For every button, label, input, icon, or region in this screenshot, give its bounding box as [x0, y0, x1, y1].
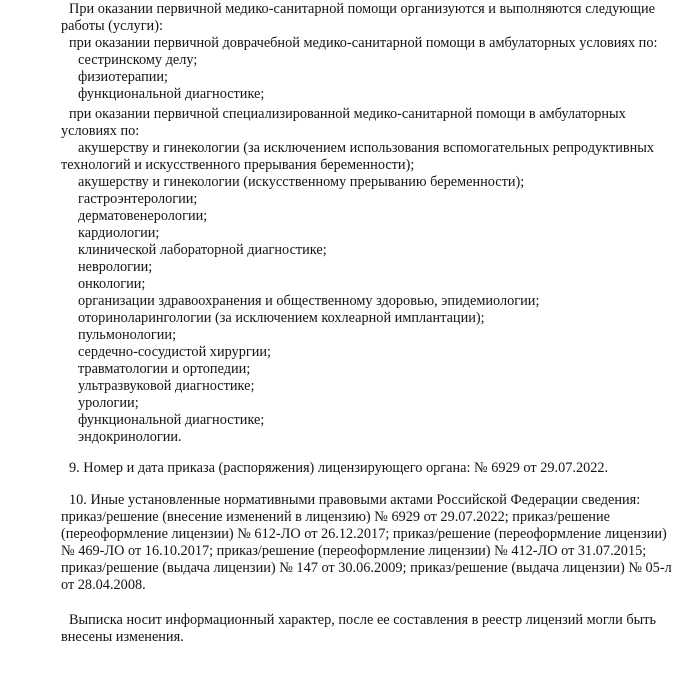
service-list-item: эндокринологии.: [78, 429, 182, 445]
specialized-services-list: [61, 140, 682, 446]
service-list-item: неврологии;: [78, 259, 153, 275]
service-list-item: физиотерапии;: [78, 69, 168, 85]
service-list-item: онкологии;: [78, 276, 146, 292]
service-list-item: гастроэнтерологии;: [78, 191, 198, 207]
license-extract-page: [61, 1, 682, 646]
clause-10-paragraph: 10. Иные установленные нормативными правовыми актами Российской Федерации сведения: приказ/решение (внесение изменений в лицензию) № 6929 от 29.07.2022; приказ/решение (переоформление лицензии) № 612-ЛО от 26.12.2017; приказ/решение (переоформление лицензии) № 469-ЛО от 16.10.2017; приказ/решение (переоформление лицензии) № 412-ЛО от 31.07.2015; приказ/решение (выдача лицензии) № 147 от 30.06.2009; приказ/решение (выдача лицензии) № 05-л от 28.04.2008.: [61, 492, 672, 593]
specialized-heading: при оказании первичной специализированной медико-санитарной помощи в амбулаторных условиях по:: [61, 106, 626, 139]
service-list-item: травматологии и ортопедии;: [78, 361, 251, 377]
service-list-item: функциональной диагностике;: [78, 412, 265, 428]
service-list-item: сердечно-сосудистой хирургии;: [78, 344, 271, 360]
service-list-item: пульмонологии;: [78, 327, 177, 343]
service-list-item: акушерству и гинекологии (искусственному прерыванию беременности);: [78, 174, 525, 190]
disclaimer-paragraph: Выписка носит информационный характер, после ее составления в реестр лицензий могли быть внесены изменения.: [61, 612, 656, 645]
service-list-item: клинической лабораторной диагностике;: [78, 242, 327, 258]
intro-paragraph: При оказании первичной медико-санитарной помощи организуются и выполняются следующие работы (услуги):: [61, 1, 655, 34]
service-list-item: акушерству и гинекологии (за исключением использования вспомогательных репродуктивных технологий и искусственного прерывания беременности);: [61, 140, 655, 173]
service-list-item: функциональной диагностике;: [78, 86, 265, 102]
service-list-item: кардиологии;: [78, 225, 160, 241]
service-list-item: дерматовенерологии;: [78, 208, 208, 224]
service-list-item: оториноларингологии (за исключением кохлеарной имплантации);: [78, 310, 485, 326]
service-list-item: ультразвуковой диагностике;: [78, 378, 255, 394]
service-list-item: сестринскому делу;: [78, 52, 198, 68]
service-list-item: организации здравоохранения и общественному здоровью, эпидемиологии;: [78, 293, 540, 309]
pre-medical-heading: при оказании первичной доврачебной медико-санитарной помощи в амбулаторных условиях по:: [69, 35, 658, 51]
pre-medical-services-list: [61, 52, 682, 103]
clause-9-paragraph: 9. Номер и дата приказа (распоряжения) лицензирующего органа: № 6929 от 29.07.2022.: [69, 460, 609, 476]
service-list-item: урологии;: [78, 395, 139, 411]
